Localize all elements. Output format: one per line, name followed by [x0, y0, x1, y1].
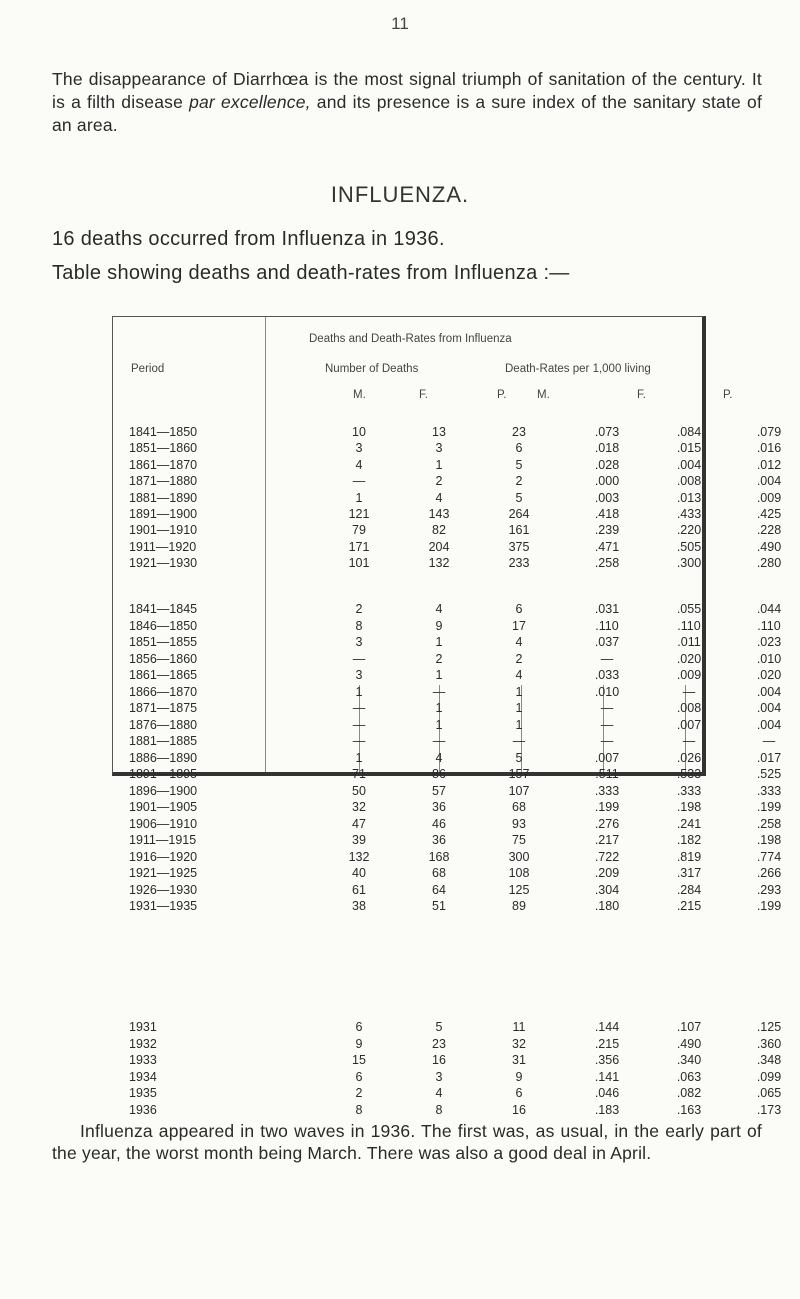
value-cell: 1 — [435, 717, 443, 732]
value-cell: 51 — [432, 899, 446, 913]
value-cell: .774 — [756, 849, 782, 864]
value-cell: .511 — [595, 767, 619, 781]
value-cell: .007 — [594, 750, 620, 765]
value-cell: 171 — [348, 539, 370, 554]
value-cell: .356 — [594, 1053, 620, 1068]
table-row — [113, 816, 782, 835]
value-cell: .010 — [756, 651, 782, 666]
table-row — [113, 668, 782, 686]
value-cell: 168 — [428, 849, 450, 864]
period-cell: 1933 — [129, 1053, 157, 1068]
rate-header: Death-Rates per 1,000 living — [505, 363, 651, 375]
sub-header-f: F. — [419, 389, 428, 401]
value-cell: 2 — [355, 602, 363, 616]
value-cell: 8 — [355, 1103, 363, 1117]
table-intro: Table showing deaths and death-rates from Influenza :— — [52, 262, 570, 284]
value-cell: 4 — [435, 490, 443, 505]
table-row — [113, 701, 782, 719]
value-cell: .065 — [756, 1086, 782, 1101]
value-cell: 4 — [355, 457, 363, 472]
value-cell: .722 — [594, 849, 620, 864]
value-cell: 39 — [352, 833, 366, 847]
period-cell: 1861—1865 — [129, 668, 198, 682]
value-cell: .082 — [676, 1086, 702, 1101]
value-cell: 75 — [512, 833, 526, 847]
number-header: Number of Deaths — [325, 363, 419, 375]
table-row — [113, 1053, 782, 1071]
value-cell: .220 — [676, 523, 702, 538]
value-cell: .505 — [676, 539, 702, 554]
value-cell: .471 — [594, 539, 620, 554]
value-cell: .183 — [594, 1103, 620, 1117]
value-cell: .144 — [594, 1020, 620, 1034]
value-cell: .209 — [594, 866, 620, 880]
value-cell: .020 — [676, 651, 702, 666]
value-cell: .028 — [594, 457, 620, 472]
value-cell: 5 — [435, 1020, 443, 1034]
value-cell: .037 — [594, 635, 620, 649]
table-row — [113, 1036, 782, 1055]
value-cell: 5 — [515, 750, 523, 765]
period-cell: 1911—1920 — [129, 539, 197, 554]
value-cell: 1 — [515, 717, 523, 732]
table-row — [113, 523, 782, 541]
value-cell: .008 — [676, 474, 702, 489]
sub-header-p: P. — [497, 389, 507, 401]
value-cell: 1 — [435, 701, 443, 715]
period-cell: 1866—1870 — [129, 684, 198, 699]
influenza-table — [112, 316, 782, 1117]
value-cell: 31 — [512, 1053, 526, 1068]
section-heading: INFLUENZA. — [330, 182, 470, 207]
value-cell: .012 — [756, 457, 782, 472]
value-cell: 1 — [355, 490, 363, 505]
value-cell: 13 — [432, 425, 446, 439]
period-cell: 1916—1920 — [129, 849, 198, 864]
value-cell: 5 — [515, 490, 523, 505]
value-cell: 1 — [515, 684, 523, 699]
table-row — [113, 899, 782, 917]
value-cell: — — [352, 717, 366, 732]
value-cell: 23 — [512, 425, 526, 439]
table-row — [113, 474, 782, 492]
table-row — [113, 1086, 782, 1104]
value-cell: .026 — [676, 750, 702, 765]
value-cell: 132 — [428, 556, 450, 571]
value-cell: 16 — [432, 1053, 446, 1068]
value-cell: .490 — [756, 539, 782, 554]
period-cell: 1886—1890 — [129, 750, 198, 765]
value-cell: 47 — [352, 816, 366, 831]
value-cell: 36 — [432, 800, 446, 814]
closing-paragraph: Influenza appeared in two waves in 1936. The first was, as usual, in the early part of the year, the worst month being March. There was also a good deal in April. — [52, 1121, 762, 1163]
value-cell: 143 — [428, 507, 450, 521]
value-cell: 64 — [432, 882, 446, 897]
value-cell: 2 — [355, 1086, 363, 1101]
value-cell: .055 — [676, 602, 702, 616]
value-cell: 82 — [432, 523, 446, 538]
table-row — [113, 1069, 782, 1088]
value-cell: — — [352, 734, 366, 748]
value-cell: .199 — [756, 800, 782, 814]
value-cell: 89 — [512, 899, 526, 913]
value-cell: 50 — [352, 783, 366, 798]
value-cell: 79 — [352, 523, 366, 538]
value-cell: .007 — [676, 717, 702, 732]
value-cell: 1 — [515, 701, 523, 715]
value-cell: 11 — [512, 1020, 526, 1034]
value-cell: 1 — [355, 750, 363, 765]
value-cell: .215 — [676, 899, 702, 913]
value-cell: 157 — [508, 767, 530, 781]
value-cell: .009 — [756, 490, 782, 505]
value-cell: 6 — [515, 602, 523, 616]
sub-header-rate-m: M. — [537, 389, 550, 401]
value-cell: .266 — [756, 866, 782, 880]
value-cell: — — [682, 734, 696, 748]
value-cell: 125 — [508, 882, 530, 897]
value-cell: .015 — [676, 441, 702, 456]
table-row — [113, 441, 782, 459]
value-cell: .023 — [756, 635, 782, 649]
value-cell: 71 — [352, 767, 366, 781]
value-cell: 132 — [348, 849, 370, 864]
sub-header-m: M. — [353, 389, 366, 401]
value-cell: 2 — [515, 474, 523, 489]
value-cell: 40 — [352, 866, 366, 880]
value-cell: — — [762, 734, 776, 748]
value-cell: 2 — [515, 651, 523, 666]
value-cell: .163 — [676, 1103, 702, 1117]
value-cell: 68 — [432, 866, 446, 880]
value-cell: 300 — [508, 849, 530, 864]
value-cell: .004 — [756, 474, 782, 489]
period-cell: 1935 — [129, 1086, 157, 1101]
table-row — [113, 556, 782, 574]
table-row — [113, 425, 782, 443]
value-cell: 6 — [515, 1086, 523, 1101]
value-cell: .258 — [594, 556, 620, 571]
value-cell: .217 — [594, 833, 620, 847]
sub-header-rate-p: P. — [723, 389, 733, 401]
table-row — [113, 833, 782, 851]
value-cell: .011 — [677, 635, 701, 649]
deaths-statement: 16 deaths occurred from Influenza in 1936. — [52, 228, 445, 250]
value-cell: .433 — [676, 507, 702, 521]
period-cell: 1881—1890 — [129, 490, 198, 505]
value-cell: .010 — [594, 684, 620, 699]
value-cell: .182 — [676, 833, 702, 847]
value-cell: 3 — [355, 441, 363, 456]
value-cell: 161 — [508, 523, 530, 538]
period-cell: 1911—1915 — [129, 833, 197, 847]
value-cell: .044 — [756, 602, 782, 616]
period-cell: 1896—1900 — [129, 783, 198, 798]
period-cell: 1841—1850 — [129, 425, 198, 439]
value-cell: .490 — [676, 1036, 702, 1051]
value-cell: 107 — [508, 783, 530, 798]
table-row — [113, 717, 782, 736]
value-cell: 46 — [432, 816, 446, 831]
table-row — [113, 866, 782, 884]
table-title: Deaths and Death-Rates from Influenza — [309, 333, 512, 345]
value-cell: 1 — [435, 635, 443, 649]
period-cell: 1936 — [129, 1103, 157, 1117]
value-cell: .276 — [594, 816, 620, 831]
value-cell: 5 — [515, 457, 523, 472]
value-cell: — — [352, 474, 366, 489]
value-cell: .033 — [594, 668, 620, 682]
value-cell: 32 — [512, 1036, 526, 1051]
value-cell: — — [600, 717, 614, 732]
value-cell: 1 — [355, 684, 363, 699]
value-cell: .199 — [756, 899, 782, 913]
table-row — [113, 1103, 782, 1121]
value-cell: .173 — [756, 1103, 782, 1117]
table-row — [113, 507, 782, 525]
page-number: 11 — [391, 14, 409, 33]
table-row — [113, 635, 782, 653]
value-cell: — — [432, 734, 446, 748]
value-cell: — — [600, 651, 614, 666]
value-cell: .079 — [756, 425, 782, 439]
table-row — [113, 800, 782, 818]
period-cell: 1851—1855 — [129, 635, 198, 649]
value-cell: .280 — [756, 556, 782, 571]
value-cell: .215 — [594, 1036, 620, 1051]
period-cell: 1851—1860 — [129, 441, 198, 456]
value-cell: 3 — [435, 441, 443, 456]
value-cell: 61 — [352, 882, 366, 897]
value-cell: 233 — [508, 556, 530, 571]
value-cell: .198 — [676, 800, 702, 814]
value-cell: 4 — [435, 1086, 443, 1101]
value-cell: .004 — [756, 684, 782, 699]
table-row — [113, 457, 782, 476]
value-cell: .180 — [594, 899, 620, 913]
value-cell: — — [352, 701, 366, 715]
table-row — [113, 539, 782, 558]
value-cell: .418 — [594, 507, 620, 521]
value-cell: .317 — [676, 866, 702, 880]
value-cell: .107 — [676, 1020, 702, 1034]
value-cell: 93 — [512, 816, 526, 831]
value-cell: 4 — [435, 750, 443, 765]
value-cell: .141 — [594, 1069, 620, 1084]
value-cell: .017 — [756, 750, 782, 765]
value-cell: 8 — [435, 1103, 443, 1117]
value-cell: 38 — [352, 899, 366, 913]
value-cell: .110 — [595, 618, 619, 633]
table-row — [113, 602, 782, 620]
value-cell: 68 — [512, 800, 526, 814]
table-row — [113, 767, 782, 785]
value-cell: .009 — [676, 668, 702, 682]
table-row — [113, 849, 782, 868]
value-cell: .099 — [756, 1069, 782, 1084]
value-cell: .000 — [594, 474, 620, 489]
period-cell: 1921—1925 — [129, 866, 198, 880]
table-row — [113, 783, 782, 802]
value-cell: 264 — [508, 507, 530, 521]
value-cell: 121 — [348, 507, 370, 521]
value-cell: .258 — [756, 816, 782, 831]
table-row — [113, 618, 781, 637]
table-row — [113, 490, 782, 509]
period-cell: 1921—1930 — [129, 556, 198, 571]
value-cell: 8 — [355, 618, 363, 633]
table-row — [113, 882, 782, 901]
value-cell: .073 — [594, 425, 620, 439]
value-cell: .293 — [756, 882, 782, 897]
period-cell: 1931—1935 — [129, 899, 198, 913]
value-cell: .063 — [676, 1069, 702, 1084]
period-cell: 1931 — [129, 1020, 157, 1034]
period-cell: 1841—1845 — [129, 602, 198, 616]
period-cell: 1891—1895 — [129, 767, 198, 781]
value-cell: .198 — [756, 833, 782, 847]
value-cell: .004 — [756, 701, 782, 715]
value-cell: .018 — [594, 441, 620, 456]
value-cell: — — [432, 684, 446, 699]
period-cell: 1934 — [129, 1069, 157, 1084]
value-cell: 9 — [435, 618, 443, 633]
value-cell: 3 — [355, 635, 363, 649]
value-cell: 4 — [435, 602, 443, 616]
value-cell: — — [600, 734, 614, 748]
value-cell: .819 — [676, 849, 702, 864]
value-cell: .333 — [594, 783, 620, 798]
value-cell: .340 — [676, 1053, 702, 1068]
period-header: Period — [131, 363, 165, 375]
period-cell: 1926—1930 — [129, 882, 198, 897]
period-cell: 1906—1910 — [129, 816, 198, 831]
value-cell: 86 — [432, 767, 446, 781]
value-cell: .300 — [676, 556, 702, 571]
value-cell: 9 — [355, 1036, 363, 1051]
period-cell: 1891—1900 — [129, 507, 198, 521]
period-cell: 1932 — [129, 1036, 157, 1051]
value-cell: — — [682, 684, 696, 699]
value-cell: 2 — [435, 474, 443, 489]
value-cell: .003 — [594, 490, 620, 505]
value-cell: .360 — [756, 1036, 782, 1051]
value-cell: .004 — [756, 717, 782, 732]
value-cell: — — [352, 651, 366, 666]
table-row — [113, 750, 782, 769]
value-cell: — — [512, 734, 526, 748]
value-cell: .110 — [677, 618, 701, 633]
value-cell: 375 — [508, 539, 530, 554]
value-cell: 9 — [515, 1069, 523, 1084]
value-cell: 1 — [435, 457, 443, 472]
value-cell: .016 — [756, 441, 782, 456]
value-cell: .425 — [756, 507, 782, 521]
value-cell: .304 — [594, 882, 620, 897]
value-cell: .004 — [676, 457, 702, 472]
value-cell: .228 — [756, 523, 782, 538]
value-cell: .241 — [676, 816, 702, 831]
period-cell: 1881—1885 — [129, 734, 198, 748]
value-cell: 2 — [435, 651, 443, 666]
sub-header-rate-f: F. — [637, 389, 646, 401]
value-cell: 32 — [352, 800, 366, 814]
value-cell: 36 — [432, 833, 446, 847]
value-cell: .125 — [756, 1020, 782, 1034]
intro-text-1: The disappearance of Diarrhœa is the most signal triumph of sanitation of the century. It is a filth disease — [52, 69, 762, 112]
period-cell: 1871—1875 — [129, 701, 198, 715]
value-cell: .031 — [594, 602, 620, 616]
value-cell: .020 — [756, 668, 782, 682]
value-cell: .199 — [594, 800, 620, 814]
period-cell: 1876—1880 — [129, 717, 198, 732]
value-cell: .013 — [676, 490, 702, 505]
intro-text-2: and its presence is a sure index of the sanitary state of an area. — [52, 92, 763, 135]
value-cell: .110 — [757, 618, 781, 633]
value-cell: 6 — [515, 441, 523, 456]
value-cell: .239 — [594, 523, 620, 538]
period-cell: 1901—1910 — [129, 523, 198, 538]
value-cell: .084 — [676, 425, 702, 439]
table-row — [113, 1020, 782, 1038]
value-cell: 4 — [515, 668, 523, 682]
value-cell: 16 — [512, 1103, 526, 1117]
value-cell: 6 — [355, 1020, 363, 1034]
value-cell: 204 — [428, 539, 450, 554]
intro-paragraph — [52, 68, 762, 137]
period-cell: 1846—1850 — [129, 618, 198, 633]
value-cell: .533 — [676, 767, 702, 781]
value-cell: .333 — [676, 783, 702, 798]
value-cell: 6 — [355, 1069, 363, 1084]
value-cell: .284 — [676, 882, 702, 897]
value-cell: .348 — [756, 1053, 782, 1068]
value-cell: 108 — [508, 866, 530, 880]
value-cell: 1 — [435, 668, 443, 682]
value-cell: 3 — [435, 1069, 443, 1084]
value-cell: 3 — [355, 668, 363, 682]
table-row — [113, 734, 776, 752]
value-cell: .008 — [676, 701, 702, 715]
value-cell: 101 — [348, 556, 370, 571]
value-cell: — — [600, 701, 614, 715]
period-cell: 1856—1860 — [129, 651, 198, 666]
value-cell: .525 — [756, 767, 782, 781]
value-cell: 23 — [432, 1036, 446, 1051]
value-cell: .333 — [756, 783, 782, 798]
intro-italic: par excellence, — [189, 92, 311, 112]
period-cell: 1871—1880 — [129, 474, 198, 489]
table-row — [113, 684, 782, 703]
value-cell: 17 — [512, 618, 526, 633]
value-cell: 10 — [352, 425, 366, 439]
value-cell: 4 — [515, 635, 523, 649]
period-cell: 1861—1870 — [129, 457, 198, 472]
table-row — [113, 651, 782, 670]
period-cell: 1901—1905 — [129, 800, 198, 814]
value-cell: .046 — [594, 1086, 620, 1101]
value-cell: 15 — [352, 1053, 366, 1068]
value-cell: 57 — [432, 783, 446, 798]
